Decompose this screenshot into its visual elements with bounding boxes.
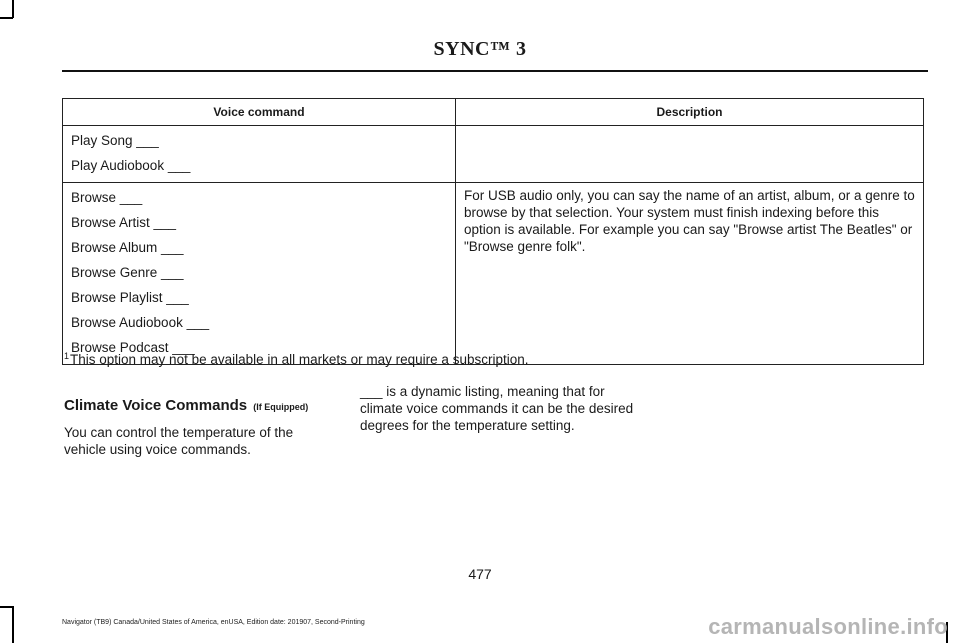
column-header-description: Description (456, 99, 924, 126)
table-header-row (63, 99, 924, 126)
voice-command: Browse Genre ___ (71, 265, 184, 280)
section-heading (64, 397, 308, 414)
site-watermark: carmanualsonline.info (708, 614, 948, 639)
voice-command-table (62, 98, 924, 365)
header-divider (62, 70, 928, 72)
voice-command: Browse Playlist ___ (71, 290, 189, 305)
footnote (64, 352, 528, 367)
column-header-voice-command: Voice command (63, 99, 456, 126)
crop-mark (12, 0, 14, 18)
description-cell: For USB audio only, you can say the name of an artist, album, or a genre to browse by that selection. Your system must finish indexing before this option is available. For example you can say "Browse artist The Beatles" or "Browse genre folk". (456, 183, 924, 365)
table-row (63, 126, 924, 183)
voice-command: Browse Podcast ___ (71, 340, 195, 355)
footnote-marker: 1 (64, 351, 70, 361)
voice-command: Browse Audiobook ___ (71, 315, 210, 330)
page-title: SYNC™ 3 (433, 38, 527, 60)
table-row (63, 183, 924, 365)
voice-command-cell (63, 126, 456, 183)
voice-command: Browse Album ___ (71, 240, 184, 255)
crop-mark (0, 17, 13, 19)
crop-mark (0, 606, 13, 608)
voice-command: Browse Artist ___ (71, 215, 177, 230)
voice-command: Browse ___ (71, 190, 143, 205)
voice-command: Play Song ___ (71, 133, 159, 148)
if-equipped-tag: (If Equipped) (253, 402, 309, 412)
page-number: 477 (468, 566, 492, 582)
voice-command-cell (63, 183, 456, 365)
crop-mark (12, 606, 14, 643)
section-heading-text: Climate Voice Commands (64, 397, 248, 414)
voice-command: Play Audiobook ___ (71, 158, 191, 173)
edition-footer: Navigator (TB9) Canada/United States of America, enUSA, Edition date: 201907, Second-Printing (62, 619, 365, 626)
section-paragraph: ___ is a dynamic listing, meaning that for climate voice commands it can be the desired degrees for the temperature setting. (360, 384, 634, 433)
section-paragraph: You can control the temperature of the vehicle using voice commands. (64, 425, 294, 457)
footnote-text: This option may not be available in all markets or may require a subscription. (70, 352, 529, 367)
description-cell (456, 126, 924, 183)
